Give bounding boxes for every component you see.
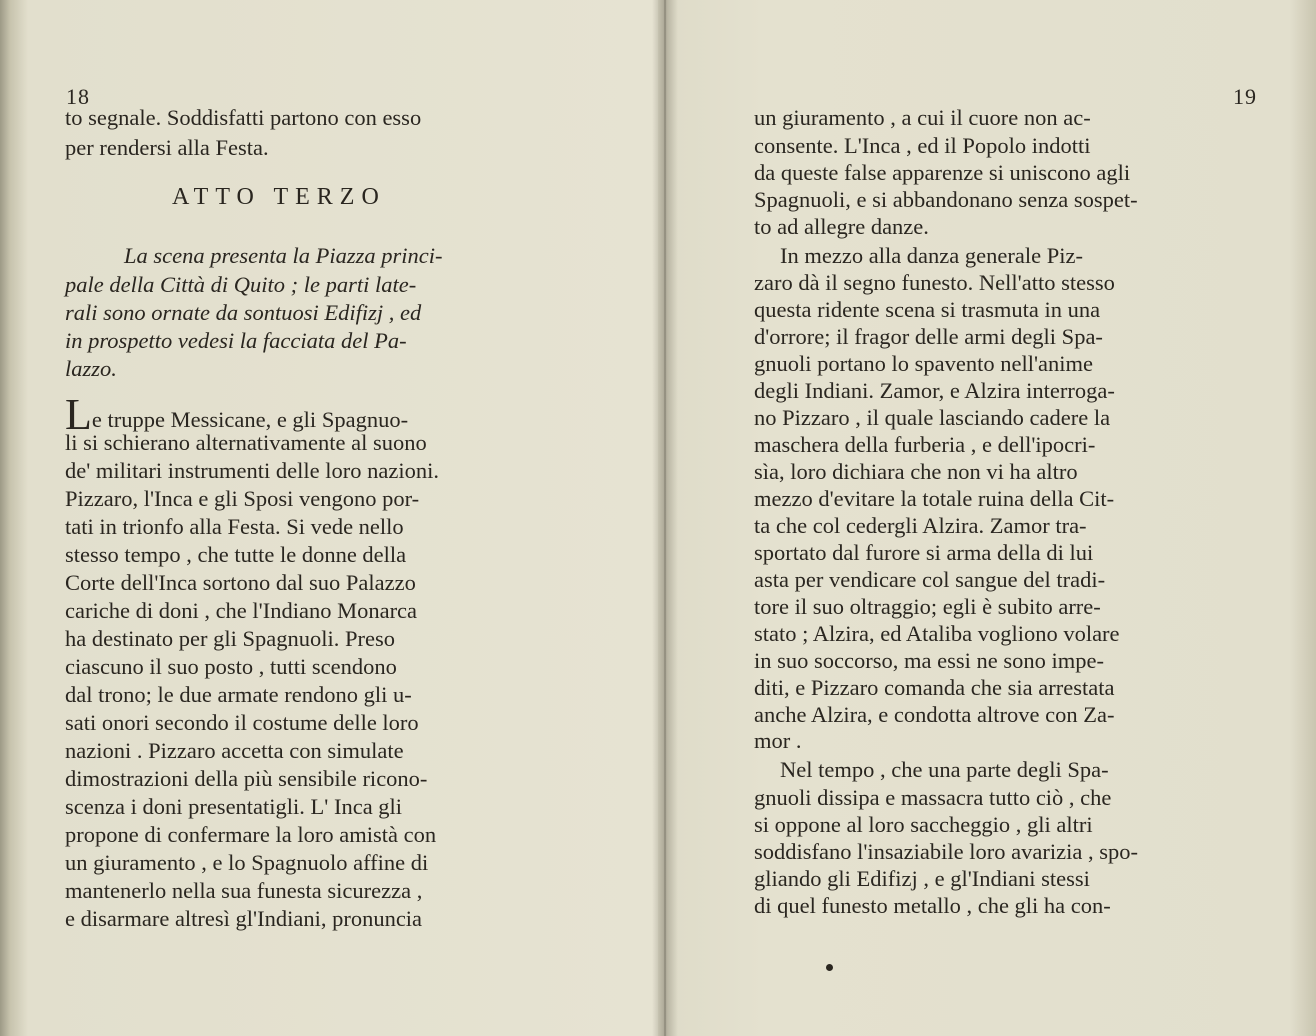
body-line: soddisfano l'insaziabile loro avarizia , spo-: [754, 839, 1138, 864]
body-line: tati in trionfo alla Festa. Si vede nello: [65, 514, 404, 539]
scene-line: pale della Città di Quito ; le parti late-: [65, 272, 417, 297]
page-number: 19: [1233, 84, 1257, 109]
body-line: to ad allegre danze.: [754, 214, 929, 239]
act-heading: ATTO TERZO: [172, 184, 386, 210]
body-line: un giuramento , a cui il cuore non ac-: [754, 105, 1091, 130]
body-line: ciascuno il suo posto , tutti scendono: [65, 654, 397, 679]
scene-line: in prospetto vedesi la facciata del Pa-: [65, 328, 407, 353]
body-line: de' militari instrumenti delle loro nazioni.: [65, 458, 439, 483]
body-line: stato ; Alzira, ed Ataliba vogliono volare: [754, 621, 1120, 646]
body-line: si oppone al loro saccheggio , gli altri: [754, 812, 1093, 837]
body-line: asta per vendicare col sangue del tradi-: [754, 567, 1106, 592]
body-line: da queste false apparenze si uniscono agli: [754, 160, 1131, 185]
body-line: mantenerlo nella sua funesta sicurezza ,: [65, 878, 423, 903]
body-line: mezzo d'evitare la totale ruina della Cit-: [754, 486, 1115, 511]
body-first-line: [65, 390, 409, 439]
scene-line: lazzo.: [65, 356, 117, 381]
right-page: [664, 0, 1316, 1036]
body-line: d'orrore; il fragor delle armi degli Spa-: [754, 324, 1103, 349]
scene-line: La scena presenta la Piazza princi-: [124, 243, 443, 268]
body-line: propone di confermare la loro amistà con: [65, 822, 437, 847]
body-line: In mezzo alla danza generale Piz-: [780, 243, 1083, 268]
body-line: consente. L'Inca , ed il Popolo indotti: [754, 133, 1091, 158]
text-line: per rendersi alla Festa.: [65, 135, 269, 160]
body-line: gnuoli portano lo spavento nell'anime: [754, 351, 1093, 376]
body-line: no Pizzaro , il quale lasciando cadere la: [754, 405, 1111, 430]
body-line: e disarmare altresì gl'Indiani, pronuncia: [65, 906, 423, 931]
scene-line: rali sono ornate da sontuosi Edifizj , ed: [65, 300, 422, 325]
body-line: cariche di doni , che l'Indiano Monarca: [65, 598, 418, 623]
body-line: questa ridente scena si trasmuta in una: [754, 297, 1101, 322]
body-line: dal trono; le due armate rendono gli u-: [65, 682, 412, 707]
body-line: gliando gli Edifizj , e gl'Indiani stessi: [754, 866, 1090, 891]
text-line: e truppe Messicane, e gli Spagnuo-: [91, 407, 409, 432]
body-line: di quel funesto metallo , che gli ha con-: [754, 893, 1111, 918]
body-line: anche Alzira, e condotta altrove con Za-: [754, 702, 1115, 727]
body-line: tore il suo oltraggio; egli è subito arre-: [754, 594, 1101, 619]
body-line: sati onori secondo il costume delle loro: [65, 710, 419, 735]
text-line: to segnale. Soddisfatti partono con esso: [65, 105, 422, 130]
body-line: maschera della furberia , e dell'ipocri-: [754, 432, 1096, 457]
body-line: mor .: [754, 728, 802, 753]
body-line: li si schierano alternativamente al suono: [65, 430, 427, 455]
body-line: Corte dell'Inca sortono dal suo Palazzo: [65, 570, 416, 595]
body-line: diti, e Pizzaro comanda che sia arrestata: [754, 675, 1115, 700]
body-line: in suo soccorso, ma essi ne sono impe-: [754, 648, 1104, 673]
body-line: sportato dal furore si arma della di lui: [754, 540, 1094, 565]
page-number: 18: [66, 84, 90, 109]
body-line: dimostrazioni della più sensibile ricono-: [65, 766, 428, 791]
body-line: sìa, loro dichiara che non vi ha altro: [754, 459, 1078, 484]
body-line: ha destinato per gli Spagnuoli. Preso: [65, 626, 395, 651]
body-line: nazioni . Pizzaro accetta con simulate: [65, 738, 404, 763]
body-line: Nel tempo , che una parte degli Spa-: [780, 757, 1109, 782]
body-line: Pizzaro, l'Inca e gli Sposi vengono por-: [65, 486, 420, 511]
body-line: stesso tempo , che tutte le donne della: [65, 542, 407, 567]
body-line: scenza i doni presentatigli. L' Inca gli: [65, 794, 403, 819]
body-line: gnuoli dissipa e massacra tutto ciò , che: [754, 785, 1112, 810]
body-line: Spagnuoli, e si abbandonano senza sospet-: [754, 187, 1138, 212]
body-line: un giuramento , e lo Spagnuolo affine di: [65, 850, 429, 875]
body-line: degli Indiani. Zamor, e Alzira interroga-: [754, 378, 1115, 403]
body-line: ta che col cedergli Alzira. Zamor tra-: [754, 513, 1087, 538]
drop-cap: L: [65, 390, 92, 439]
ink-dot: [826, 964, 833, 971]
body-line: zaro dà il segno funesto. Nell'atto stesso: [754, 270, 1115, 295]
